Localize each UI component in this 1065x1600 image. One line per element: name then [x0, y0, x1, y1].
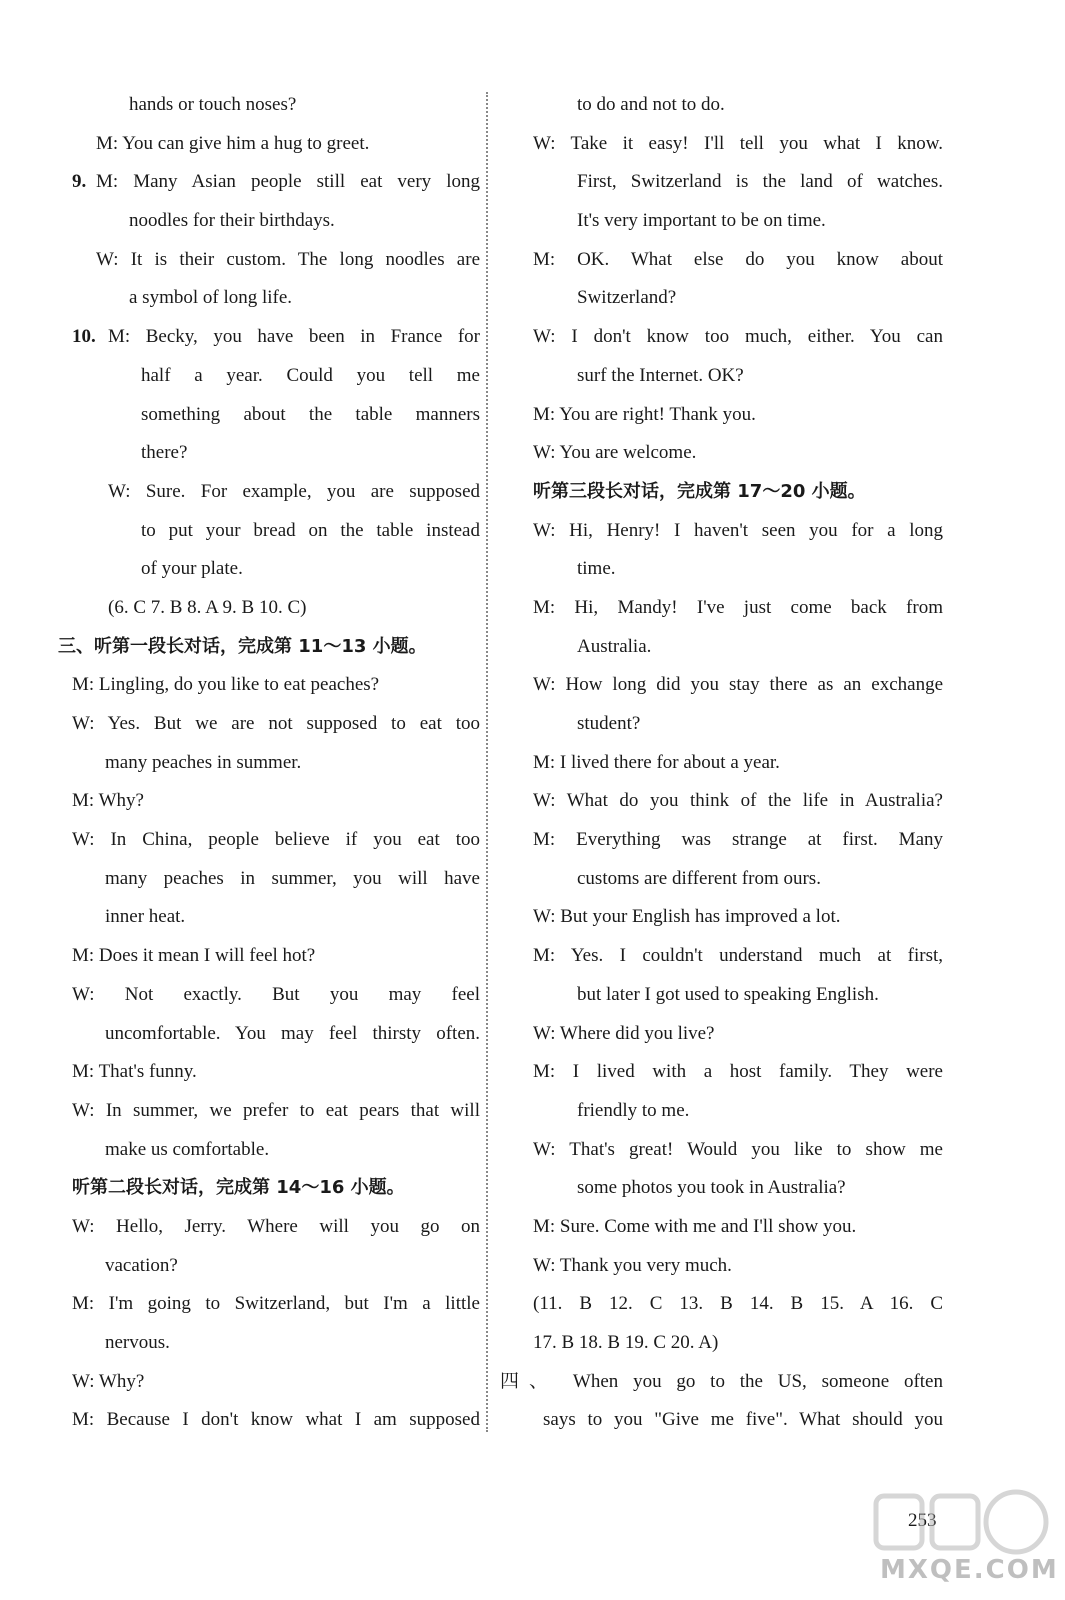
left-column: [58, 86, 492, 1440]
text-line: there?: [141, 442, 188, 464]
column-divider: [486, 92, 488, 1432]
text-line: M: I lived there for about a year.: [533, 751, 780, 773]
section-heading: 听第三段长对话，完成第 17～20 小题。: [533, 480, 866, 502]
text-line: something about the table manners: [141, 403, 480, 425]
text-line: W: Thank you very much.: [533, 1254, 732, 1276]
line-text: M: Becky, you have been in France for: [108, 326, 480, 348]
text-line: M: Yes. I couldn't understand much at first,: [533, 945, 943, 967]
text-line: to put your bread on the table instead: [141, 519, 480, 541]
answer-key-line: [533, 1285, 943, 1324]
text-line: W: Hello, Jerry. Where will you go on: [72, 1215, 480, 1237]
text-line: W: What do you think of the life in Australia?: [533, 790, 943, 812]
text-line: W: Hi, Henry! I haven't seen you for a long: [533, 519, 943, 541]
text-line: W: In China, people believe if you eat too: [72, 829, 480, 851]
text-line: Switzerland?: [577, 287, 677, 309]
page-number: 253: [908, 1510, 937, 1531]
text-line: M: OK. What else do you know about: [533, 248, 943, 270]
section-heading: 听第二段长对话，完成第 14～16 小题。: [72, 1177, 405, 1199]
right-column: [500, 86, 953, 1440]
text-line: many peaches in summer.: [105, 751, 302, 773]
text-line: W: In summer, we prefer to eat pears that will: [72, 1099, 480, 1121]
text-line: M: I'm going to Switzerland, but I'm a little: [72, 1293, 480, 1315]
text-line: W: It is their custom. The long noodles are: [96, 248, 480, 270]
text-line: M: You can give him a hug to greet.: [96, 132, 370, 154]
text-line: surf the Internet. OK?: [577, 364, 744, 386]
answer-text: 17. B 18. B 19. C 20. A): [533, 1332, 719, 1353]
text-line: says to you "Give me five". What should you: [543, 1409, 943, 1431]
text-line: nervous.: [105, 1332, 170, 1353]
text-line: inner heat.: [105, 906, 186, 928]
text-line: M: Sure. Come with me and I'll show you.: [533, 1215, 857, 1237]
text-line: W: Sure. For example, you are supposed: [108, 480, 480, 502]
answer-text: (11. B 12. C 13. B 14. B 15. A 16. C: [533, 1293, 943, 1315]
text-line: 四、 When you go to the US, someone often: [500, 1370, 943, 1392]
text-line: M: That's funny.: [72, 1061, 197, 1083]
text-line: M: Everything was strange at first. Many: [533, 829, 943, 851]
answer-text: (6. C 7. B 8. A 9. B 10. C): [108, 596, 307, 618]
text-line: many peaches in summer, you will have: [105, 867, 480, 889]
text-line: some photos you took in Australia?: [577, 1177, 846, 1199]
text-line: M: Lingling, do you like to eat peaches?: [72, 674, 380, 696]
question-number: 9.: [72, 171, 87, 193]
question-number: 10.: [72, 326, 96, 348]
text-line: W: I don't know too much, either. You can: [533, 326, 943, 348]
text-line: W: You are welcome.: [533, 442, 697, 464]
text-line: vacation?: [105, 1254, 178, 1276]
text-line: of your plate.: [141, 558, 243, 580]
text-line: It's very important to be on time.: [577, 210, 826, 232]
text-line: to do and not to do.: [577, 94, 725, 115]
text-line: uncomfortable. You may feel thirsty often.: [105, 1022, 480, 1044]
text-line: time.: [577, 558, 616, 580]
text-line: M: You are right! Thank you.: [533, 403, 756, 425]
text-line: M: Why?: [72, 790, 144, 812]
line-text: M: Many Asian people still eat very long: [96, 171, 480, 193]
answer-key-line: [108, 589, 480, 628]
text-line: half a year. Could you tell me: [141, 364, 480, 386]
text-line: a symbol of long life.: [129, 287, 293, 309]
text-line: Australia.: [577, 635, 652, 657]
section-heading: 三、听第一段长对话，完成第 11～13 小题。: [58, 635, 427, 657]
text-line: M: Because I don't know what I am supposed: [72, 1409, 480, 1431]
text-line: W: Yes. But we are not supposed to eat too: [72, 713, 480, 734]
text-line: W: That's great! Would you like to show me: [533, 1138, 943, 1160]
watermark-text: MXQE.COM: [880, 1555, 1059, 1585]
text-line: First, Switzerland is the land of watches.: [577, 171, 943, 193]
text-line: hands or touch noses?: [129, 94, 297, 115]
text-line: noodles for their birthdays.: [129, 210, 335, 232]
text-line: W: Where did you live?: [533, 1022, 715, 1044]
answer-key-line: [533, 1324, 943, 1363]
text-line: M: I lived with a host family. They were: [533, 1061, 943, 1083]
text-line: W: But your English has improved a lot.: [533, 906, 841, 928]
text-line: student?: [577, 713, 641, 734]
text-line: M: Hi, Mandy! I've just come back from: [533, 596, 943, 618]
text-line: customs are different from ours.: [577, 867, 821, 889]
text-line: W: Take it easy! I'll tell you what I know.: [533, 132, 943, 154]
text-line: M: Does it mean I will feel hot?: [72, 945, 316, 967]
text-line: but later I got used to speaking English.: [577, 983, 879, 1005]
text-line: W: Why?: [72, 1370, 145, 1392]
text-line: friendly to me.: [577, 1099, 690, 1121]
text-line: [72, 318, 480, 357]
text-line: [72, 163, 480, 202]
text-line: W: How long did you stay there as an exchange: [533, 674, 943, 696]
text-line: make us comfortable.: [105, 1138, 270, 1160]
text-line: W: Not exactly. But you may feel: [72, 983, 480, 1005]
